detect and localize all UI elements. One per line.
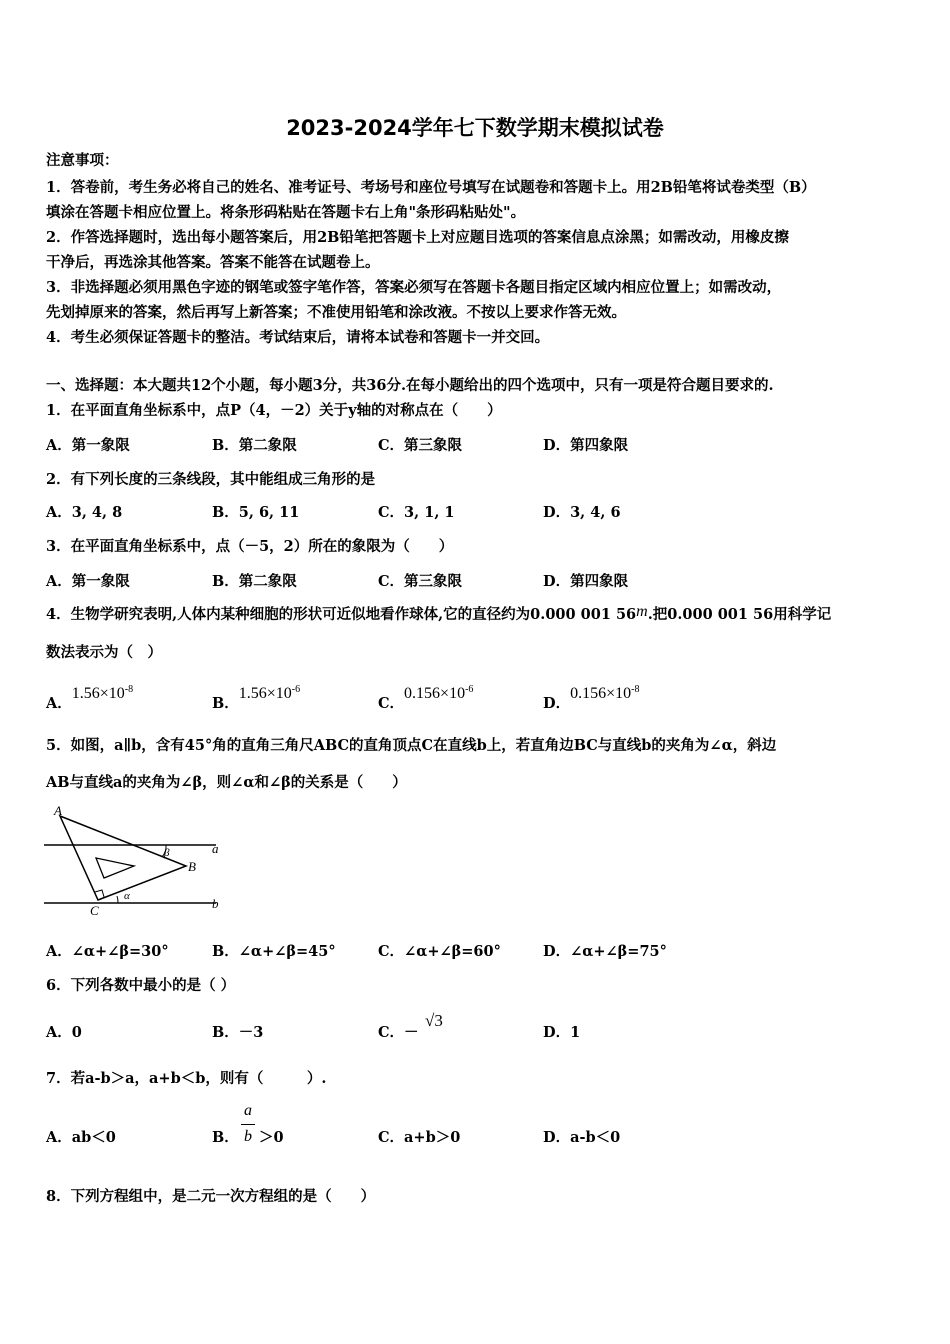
q2-option-a[interactable]: A．3, 4, 8 (46, 504, 123, 521)
question-6-stem: 6．下列各数中最小的是（ ） (46, 977, 236, 994)
notice-line: 先划掉原来的答案，然后再写上新答案；不准使用铅笔和涂改液。不按以上要求作答无效。 (46, 304, 626, 321)
label-C: C (90, 903, 99, 918)
sci-base: 1.56×10 (71, 685, 125, 702)
q1-option-a[interactable]: A．第一象限 (46, 437, 130, 454)
page-title: 2023-2024学年七下数学期末模拟试卷 (286, 116, 664, 140)
q4-option-d[interactable] (543, 684, 640, 714)
alpha-arc (117, 896, 118, 903)
question-5-stem-cont: AB与直线a的夹角为∠β，则∠α和∠β的关系是（ ） (46, 774, 407, 791)
sci-notation (239, 685, 300, 702)
q7-option-d[interactable]: D．a-b＜0 (543, 1129, 621, 1146)
q3-option-b[interactable]: B．第二象限 (212, 573, 297, 590)
option-label: B． (212, 695, 239, 712)
q7-option-b[interactable] (212, 1128, 239, 1148)
inner-triangle (96, 858, 134, 878)
sci-exponent: -6 (465, 684, 474, 695)
q5-option-d[interactable]: D．∠α+∠β=75° (543, 943, 667, 960)
q4-stem-part2: .把0.000 001 56用科学记 (647, 606, 832, 623)
notice-line: 填涂在答题卡相应位置上。将条形码粘贴在答题卡右上角"条形码粘贴处"。 (46, 204, 526, 221)
question-2-stem: 2．有下列长度的三条线段，其中能组成三角形的是 (46, 471, 376, 488)
label-b: b (212, 896, 219, 911)
fraction-bar (241, 1124, 255, 1125)
q5-option-c[interactable]: C．∠α+∠β=60° (378, 943, 501, 960)
question-7-stem: 7．若a-b＞a，a+b＜b，则有（ ）. (46, 1070, 327, 1087)
option-label: B． (212, 1129, 239, 1146)
q5-option-b[interactable]: B．∠α+∠β=45° (212, 943, 336, 960)
triangle-parallel-lines-figure (44, 800, 229, 920)
q7-option-a[interactable]: A．ab＜0 (46, 1129, 116, 1146)
q4-unit: m (636, 603, 648, 620)
option-label: C．－ (378, 1024, 419, 1041)
fraction-denominator: b (244, 1128, 252, 1145)
notice-line: 4．考生必须保证答题卡的整洁。考试结束后，请将本试卷和答题卡一并交回。 (46, 329, 550, 346)
sci-base: 1.56×10 (238, 685, 292, 702)
sci-exponent: -6 (291, 684, 301, 695)
sci-exponent: -8 (124, 684, 134, 695)
sci-notation (404, 685, 473, 702)
notice-line: 1．答卷前，考生务必将自己的姓名、准考证号、考场号和座位号填写在试题卷和答题卡上。用2B铅笔将试卷类型（B） (46, 179, 816, 196)
option-label: A． (46, 695, 72, 712)
q3-option-c[interactable]: C．第三象限 (378, 573, 463, 590)
section-heading: 一、选择题：本大题共12个小题，每小题3分，共36分.在每小题给出的四个选项中，只有一项是符合题目要求的. (46, 377, 774, 394)
q4-option-c[interactable] (378, 684, 474, 714)
notice-heading: 注意事项： (46, 152, 119, 169)
q2-option-d[interactable]: D．3, 4, 6 (543, 504, 621, 521)
q7-option-b-rest: ＞0 (259, 1129, 284, 1146)
sci-base: 0.156×10 (404, 685, 466, 702)
q6-option-a[interactable]: A．0 (46, 1024, 82, 1041)
q2-option-b[interactable]: B．5, 6, 11 (212, 504, 300, 521)
notice-line: 3．非选择题必须用黑色字迹的钢笔或签字笔作答，答案必须写在答题卡各题目指定区域内相应位置上；如需改动， (46, 279, 782, 296)
q2-option-c[interactable]: C．3, 1, 1 (378, 504, 455, 521)
sqrt-three: √3 (425, 1011, 443, 1030)
q7-option-c[interactable]: C．a+b＞0 (378, 1129, 461, 1146)
notice-line: 干净后，再选涂其他答案。答案不能答在试题卷上。 (46, 254, 380, 271)
q6-option-c[interactable] (378, 1023, 419, 1043)
sci-notation (570, 685, 639, 702)
q4-stem-part1: 4．生物学研究表明,人体内某种细胞的形状可近似地看作球体,它的直径约为0.000 001 56 (46, 606, 637, 623)
q4-option-b[interactable] (212, 684, 301, 714)
sci-exponent: -8 (631, 684, 640, 695)
q1-option-d[interactable]: D．第四象限 (543, 437, 629, 454)
q3-option-a[interactable]: A．第一象限 (46, 573, 130, 590)
q1-option-b[interactable]: B．第二象限 (212, 437, 297, 454)
label-alpha: α (124, 890, 130, 902)
question-1-stem: 1．在平面直角坐标系中，点P（4，－2）关于y轴的对称点在（ ） (46, 402, 502, 419)
label-beta: β (164, 847, 170, 859)
sci-base: 0.156×10 (570, 685, 632, 702)
question-8-stem: 8．下列方程组中，是二元一次方程组的是（ ） (46, 1188, 376, 1205)
option-label: D． (543, 695, 571, 712)
q5-option-a[interactable]: A．∠α+∠β=30° (46, 943, 169, 960)
label-A: A (54, 803, 62, 818)
question-5-stem: 5．如图，a∥b，含有45°角的直角三角尺ABC的直角顶点C在直线b上，若直角边BC与直线b的夹角为∠α，斜边 (46, 737, 777, 754)
label-a: a (212, 841, 219, 856)
fraction-numerator: a (244, 1102, 252, 1119)
label-B: B (188, 859, 196, 874)
q1-option-c[interactable]: C．第三象限 (378, 437, 463, 454)
question-4-stem-cont: 数法表示为（ ） (46, 644, 162, 661)
question-4-stem (46, 605, 906, 625)
option-label: C． (378, 695, 405, 712)
notice-line: 2．作答选择题时，选出每小题答案后，用2B铅笔把答题卡上对应题目选项的答案信息点涂黑；如需改动，用橡皮擦 (46, 229, 789, 246)
q4-option-a[interactable] (46, 684, 134, 714)
sci-notation (72, 685, 133, 702)
q3-option-d[interactable]: D．第四象限 (543, 573, 629, 590)
q6-option-b[interactable]: B．－3 (212, 1024, 264, 1041)
question-3-stem: 3．在平面直角坐标系中，点（－5，2）所在的象限为（ ） (46, 538, 454, 555)
q6-option-d[interactable]: D．1 (543, 1024, 581, 1041)
